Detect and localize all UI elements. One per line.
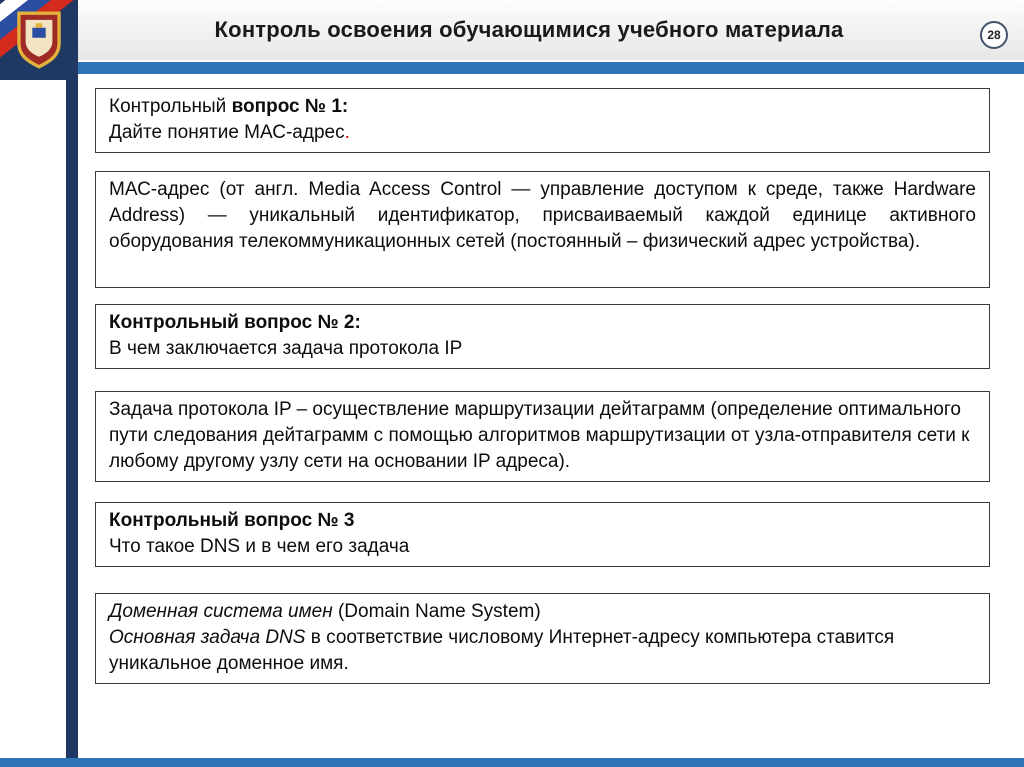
slide-content xyxy=(95,88,990,684)
answer-3-task-label: Основная задача DNS xyxy=(109,627,306,648)
answer-box-3 xyxy=(95,593,990,684)
footer-accent-bar xyxy=(0,758,1024,767)
answer-1-text: МАС-адрес (от англ. Media Access Control — управление доступом к среде, также Hardware Address) — уникальный идентификатор, присваиваемый каждой единице активного оборудования телекоммуникационных сетей (постоянный – физический адрес устройства). xyxy=(109,179,976,252)
page-number: 28 xyxy=(987,28,1001,42)
question-1-label-prefix: Контрольный xyxy=(109,96,232,117)
question-1-text: Дайте понятие МАС-адрес xyxy=(109,122,345,143)
coat-of-arms-icon xyxy=(16,11,62,69)
answer-3-term-en: (Domain Name System) xyxy=(332,601,541,622)
answer-3-term: Доменная система имен xyxy=(109,601,333,622)
question-1-label: вопрос № 1: xyxy=(231,96,349,117)
question-1-heading xyxy=(109,94,976,120)
slide-title: Контроль освоения обучающимися учебного материала xyxy=(214,17,844,42)
question-1-body xyxy=(109,120,976,146)
answer-2-text: Задача протокола IP – осуществление маршрутизации дейтаграмм (определение оптимального пути следования дейтаграмм с помощью алгоритмов маршрутизации от узла-отправителя сети к любому другому узлу сети на основании IP адреса). xyxy=(109,399,970,472)
question-2-text: В чем заключается задача протокола IP xyxy=(109,338,463,359)
header-accent-bar xyxy=(78,62,1024,74)
question-3-text: Что такое DNS и в чем его задача xyxy=(109,536,410,557)
page-number-badge xyxy=(980,21,1008,49)
question-box-2 xyxy=(95,304,990,369)
question-box-1 xyxy=(95,88,990,153)
question-2-heading: Контрольный вопрос № 2: xyxy=(109,312,361,333)
answer-3-task-text: в соответствие числовому Интернет-адресу компьютера ставится уникальное доменное имя. xyxy=(109,627,895,674)
answer-box-2 xyxy=(95,391,990,482)
question-box-3 xyxy=(95,502,990,567)
emblem-block xyxy=(0,0,78,80)
question-1-period: . xyxy=(344,122,350,143)
question-3-heading: Контрольный вопрос № 3 xyxy=(109,510,355,531)
answer-3-line2 xyxy=(109,625,976,677)
answer-3-line1 xyxy=(109,599,976,625)
slide-header xyxy=(78,0,1024,60)
left-side-bar xyxy=(66,0,78,758)
answer-box-1 xyxy=(95,171,990,288)
